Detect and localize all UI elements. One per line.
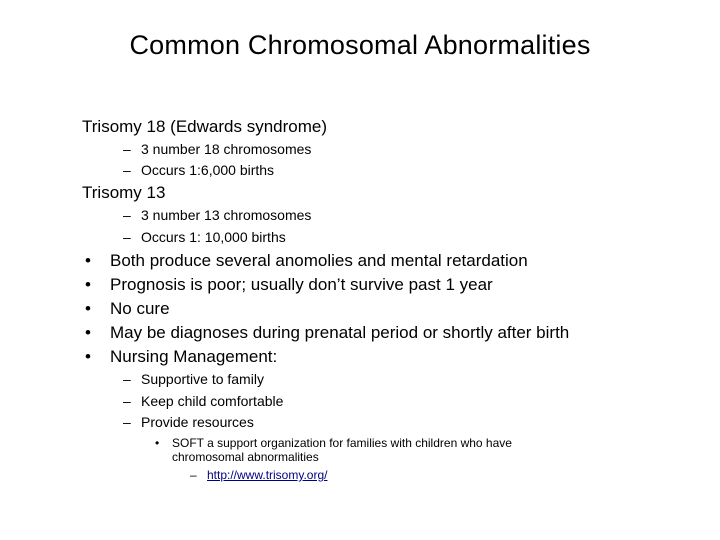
slide-title: Common Chromosomal Abnormalities: [129, 30, 591, 60]
dash-item-text: 3 number 18 chromosomes: [141, 141, 312, 157]
bullet-marker: •: [85, 323, 91, 342]
section-heading-trisomy-13: Trisomy 13: [82, 183, 166, 202]
bullet-text-nursing-management: Nursing Management:: [110, 347, 278, 366]
section-heading-trisomy-18: Trisomy 18 (Edwards syndrome): [82, 117, 327, 136]
management-item-text: Provide resources: [141, 414, 254, 430]
bullet-marker: •: [155, 436, 160, 450]
resource-link-item: [190, 468, 327, 482]
dash-item: [123, 141, 311, 157]
dash-marker: –: [123, 229, 131, 245]
bullet-marker: •: [85, 299, 91, 318]
dash-marker: –: [123, 207, 131, 223]
bullet-text: Prognosis is poor; usually don’t survive past 1 year: [110, 275, 493, 294]
dash-marker: –: [123, 414, 131, 430]
bullet-marker: •: [85, 251, 91, 270]
management-item-text: Keep child comfortable: [141, 393, 284, 409]
management-item: [123, 393, 283, 409]
bullet-text: No cure: [110, 299, 170, 318]
dash-marker: –: [123, 162, 131, 178]
dash-marker: –: [123, 393, 131, 409]
bullet-item: [85, 323, 685, 345]
dash-item: [123, 229, 286, 245]
dash-marker: –: [123, 371, 131, 387]
bullet-item: [85, 275, 685, 297]
management-item-text: Supportive to family: [141, 371, 264, 387]
dash-item-text: Occurs 1: 10,000 births: [141, 229, 286, 245]
resource-note-line-2: chromosomal abnormalities: [172, 450, 319, 464]
management-item: [123, 371, 264, 387]
bullet-item: [85, 347, 685, 369]
dash-item-text: 3 number 13 chromosomes: [141, 207, 312, 223]
bullet-marker: •: [85, 275, 91, 294]
dash-item: [123, 207, 311, 223]
dash-item-text: Occurs 1:6,000 births: [141, 162, 275, 178]
trisomy-link[interactable]: http://www.trisomy.org/: [207, 468, 328, 482]
resource-note: [155, 436, 512, 450]
bullet-item: [85, 299, 685, 321]
bullet-text: Both produce several anomolies and mental retardation: [110, 251, 528, 270]
bullet-marker: •: [85, 347, 91, 366]
bullet-text: May be diagnoses during prenatal period or shortly after birth: [110, 323, 570, 342]
dash-marker: –: [123, 141, 131, 157]
resource-note-line-1: SOFT a support organization for families with children who have: [172, 436, 512, 450]
dash-marker: –: [190, 468, 197, 482]
bullet-item: [85, 251, 685, 273]
dash-item: [123, 162, 274, 178]
management-item: [123, 414, 254, 430]
